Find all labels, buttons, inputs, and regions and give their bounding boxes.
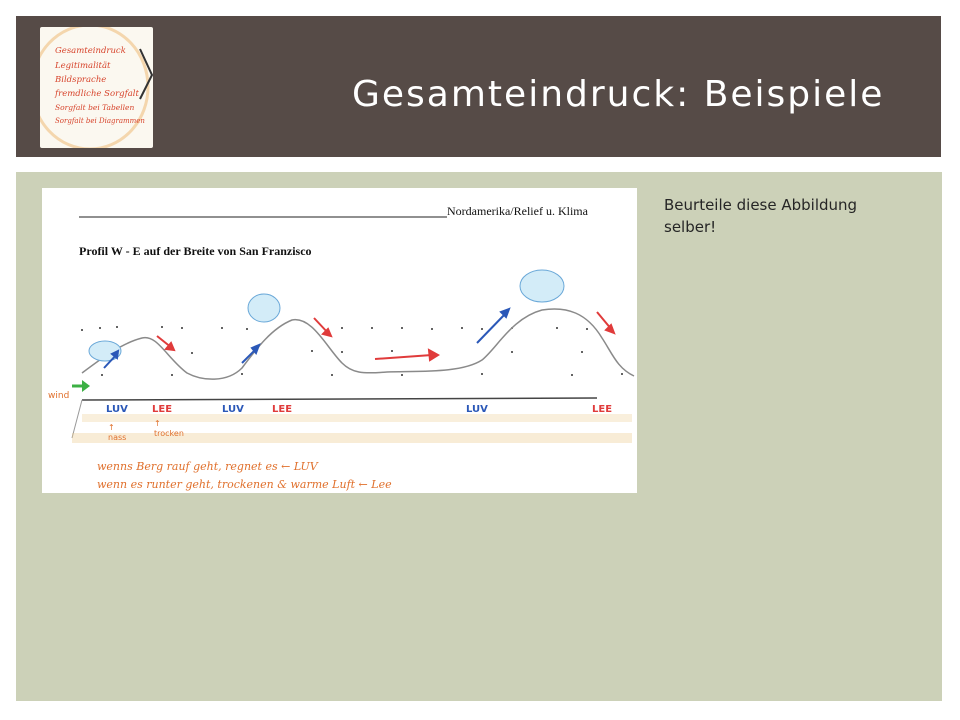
label-luv: LUV: [106, 404, 128, 415]
label-lee: LEE: [152, 404, 173, 415]
label-trocken: trocken: [154, 429, 184, 438]
dot: [481, 328, 483, 330]
label-up-arrow: ↑: [108, 423, 115, 432]
dot: [401, 374, 403, 376]
slide-content: [16, 172, 942, 701]
label-lee: LEE: [272, 404, 293, 415]
dot: [511, 351, 513, 353]
base-edge: [72, 400, 82, 438]
label-nass: nass: [108, 433, 127, 442]
label-lee: LEE: [592, 404, 613, 415]
thumb-line: Gesamteindruck: [55, 46, 126, 56]
dot: [341, 351, 343, 353]
instruction-text: Beurteile diese Abbildung selber!: [664, 196, 858, 236]
dot: [81, 329, 83, 331]
label-up-arrow: ↑: [154, 419, 161, 428]
dot: [99, 327, 101, 329]
clouds: [89, 270, 564, 361]
dot: [481, 373, 483, 375]
slide-header: [16, 16, 941, 157]
dot: [391, 350, 393, 352]
dot: [461, 327, 463, 329]
dot: [586, 328, 588, 330]
criteria-thumbnail: [40, 27, 153, 148]
thumb-line: fremdliche Sorgfalt: [55, 89, 139, 99]
dot: [331, 374, 333, 376]
note-line: wenns Berg rauf geht, regnet es ← LUV: [97, 460, 318, 473]
dot: [621, 373, 623, 375]
dot: [241, 373, 243, 375]
label-luv: LUV: [222, 404, 244, 415]
lee-arrowhead: [606, 325, 614, 333]
lee-arrows: [157, 312, 614, 360]
cloud: [520, 270, 564, 302]
cloud: [248, 294, 280, 322]
wind-arrowhead: [82, 380, 90, 392]
figure-heading: Profil W - E auf der Breite von San Franzisco: [79, 244, 312, 258]
dot-pattern: [81, 326, 623, 376]
dot: [311, 350, 313, 352]
dot: [161, 326, 163, 328]
thumb-line: Sorgfalt bei Diagrammen: [55, 117, 145, 125]
dot: [221, 327, 223, 329]
dot: [556, 327, 558, 329]
profile-drawing: [42, 188, 637, 493]
label-luv: LUV: [466, 404, 488, 415]
lee-arrow: [375, 355, 432, 359]
dot: [581, 351, 583, 353]
thumb-line: Bildsprache: [55, 75, 107, 85]
dot: [341, 327, 343, 329]
luv-arrows: [104, 309, 509, 368]
dot: [171, 374, 173, 376]
dot: [191, 352, 193, 354]
terrain-profile: [82, 309, 634, 379]
example-figure: [42, 188, 637, 493]
base-line: [82, 398, 597, 400]
lee-arrowhead: [429, 350, 438, 360]
thumb-line: Legitimalität: [55, 61, 111, 71]
label-wind: wind: [48, 391, 70, 401]
dot: [116, 326, 118, 328]
figure-header-right: Nordamerika/Relief u. Klima: [447, 204, 588, 218]
dot: [246, 328, 248, 330]
dot: [101, 374, 103, 376]
dot: [371, 327, 373, 329]
slide-title: Gesamteindruck: Beispiele: [352, 74, 885, 115]
note-line: wenn es runter geht, trockenen & warme Luft ← Lee: [97, 478, 392, 491]
dot: [431, 328, 433, 330]
dot: [181, 327, 183, 329]
dot: [571, 374, 573, 376]
dot: [401, 327, 403, 329]
criteria-thumbnail-drawing: [40, 27, 153, 148]
thumb-line: Sorgfalt bei Tabellen: [55, 103, 135, 112]
